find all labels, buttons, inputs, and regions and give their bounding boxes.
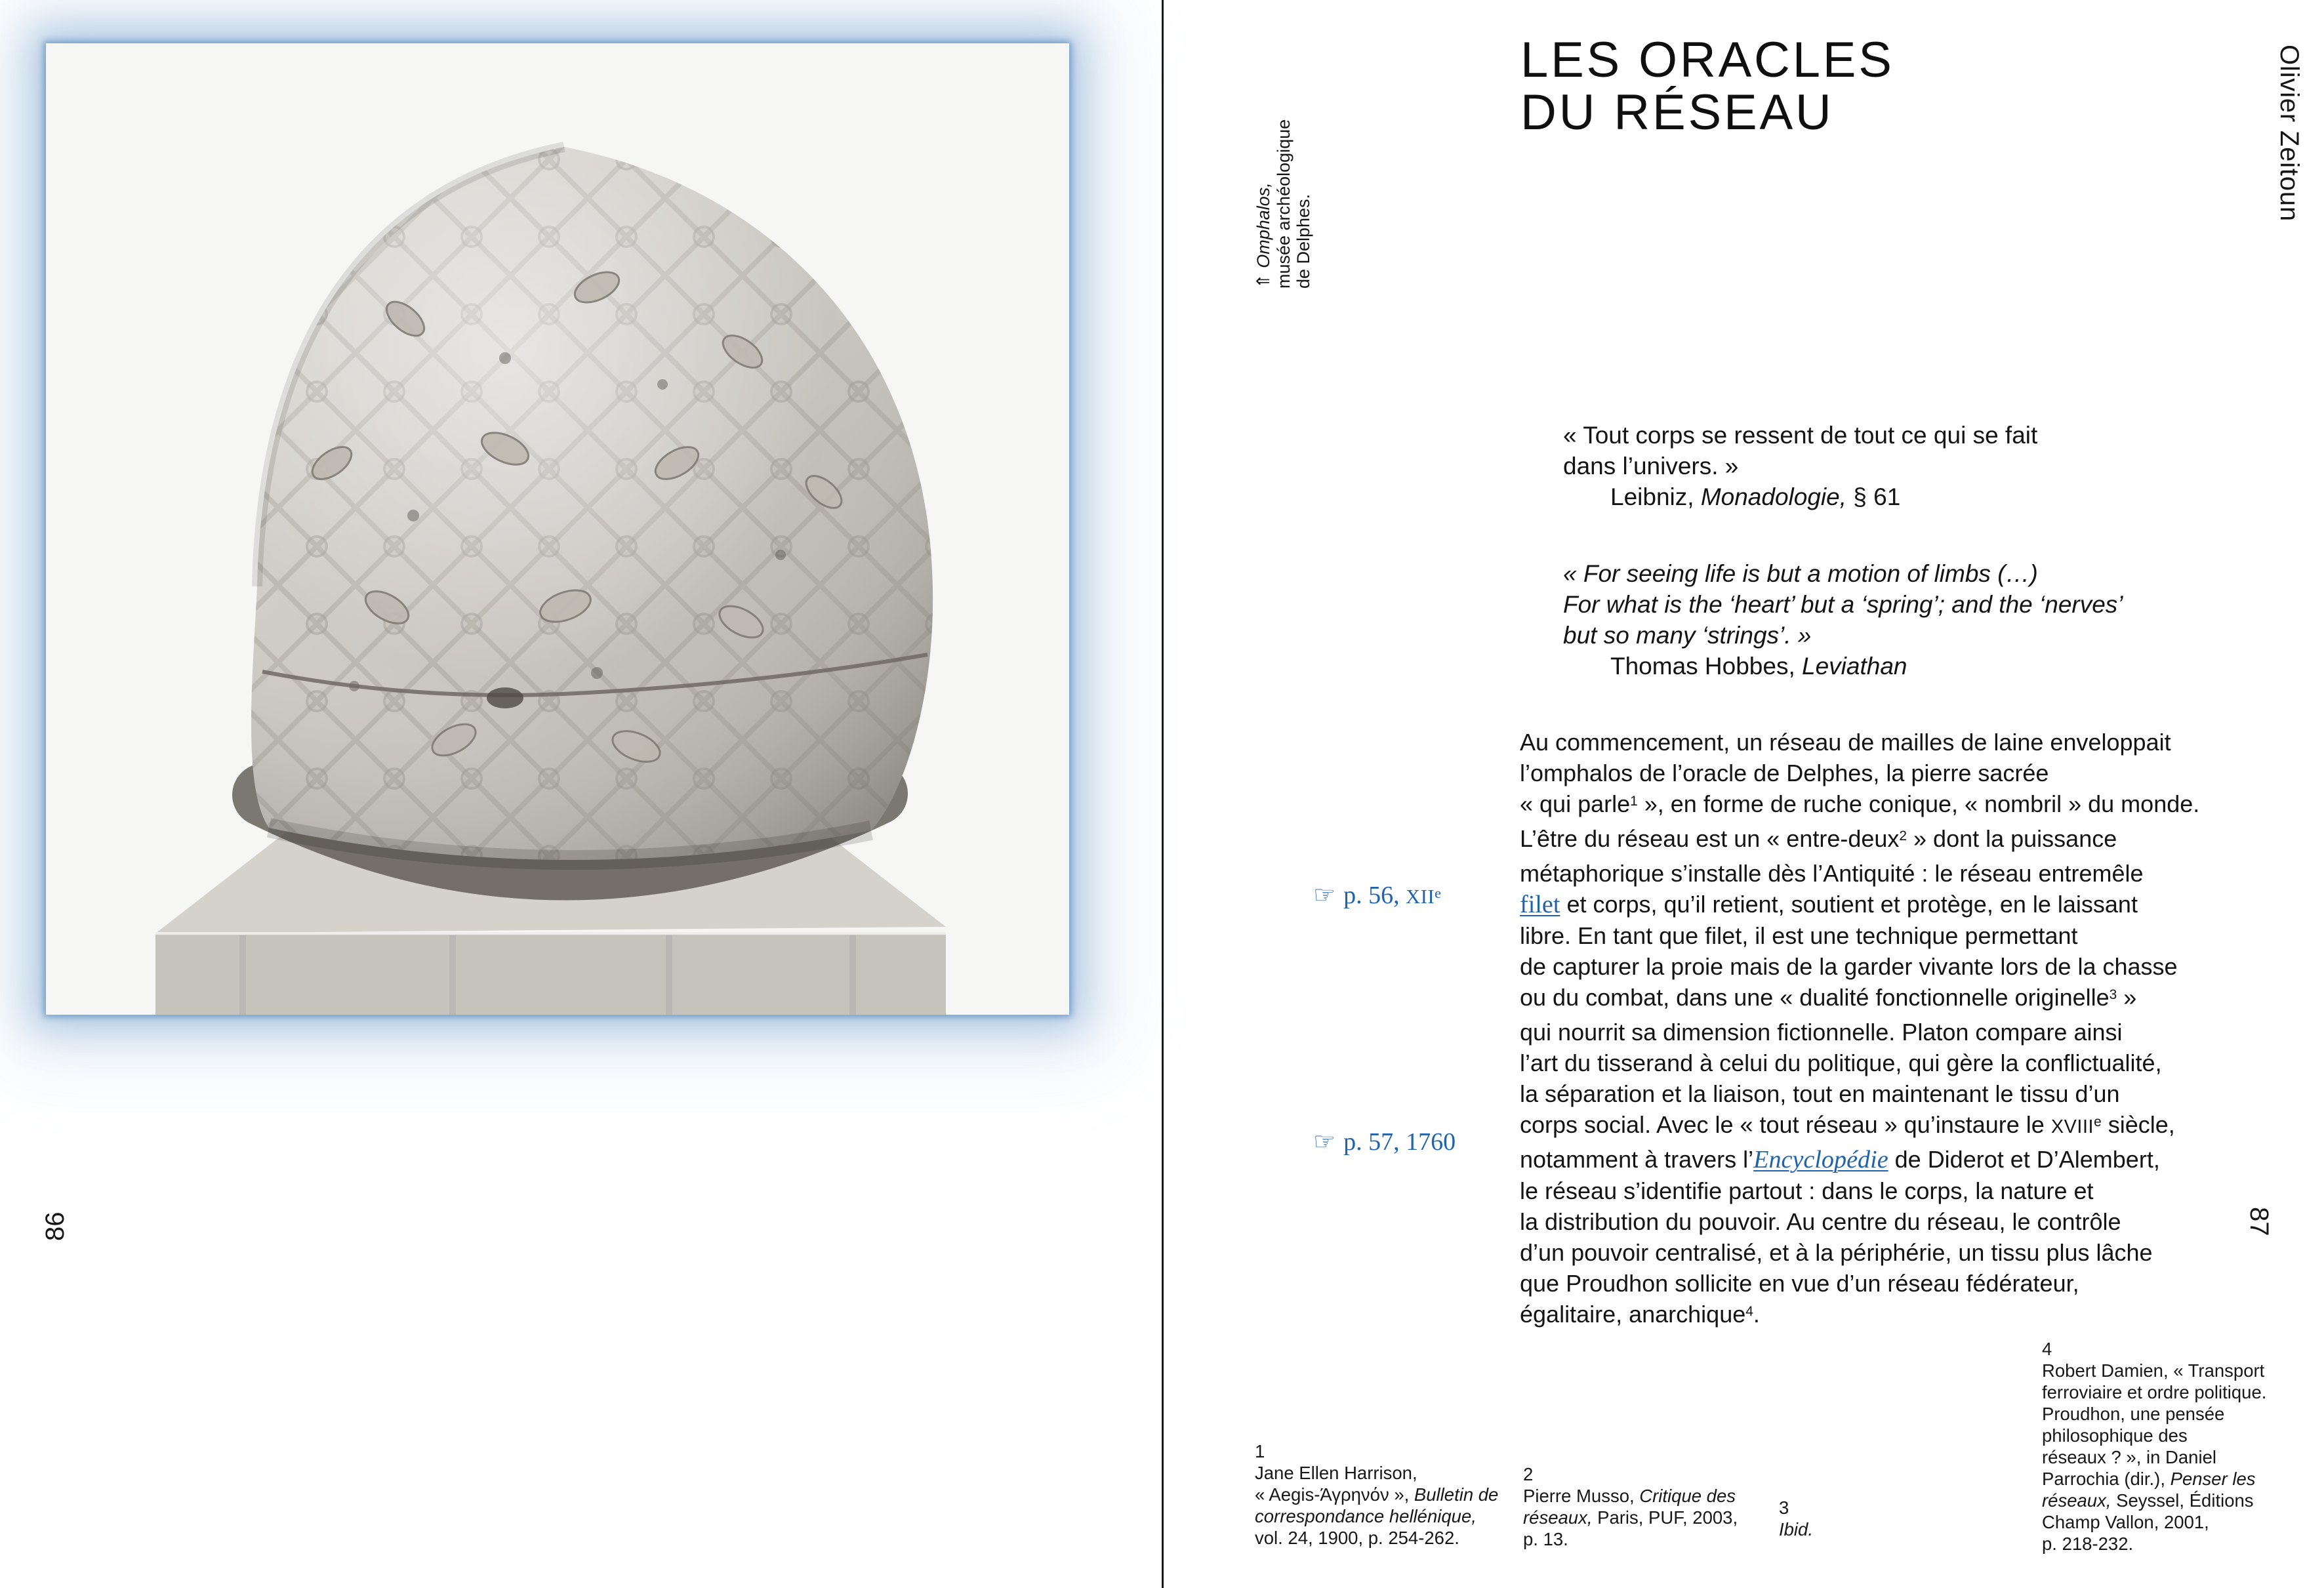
epigraph-quotes [1563, 420, 2123, 682]
footnote-3 [1779, 1497, 1813, 1540]
pointing-hand-icon: ☞ [1313, 880, 1344, 909]
inline-link-encyclopédie[interactable]: Encyclopédie [1753, 1146, 1888, 1173]
text-line: 1 [1255, 1441, 1265, 1461]
text-line: correspondance hellénique, [1255, 1506, 1477, 1526]
text-line: p. 218-232. [2042, 1534, 2134, 1554]
text-line: 3 [1779, 1497, 1789, 1518]
footnote-4 [2042, 1338, 2266, 1555]
page-divider-line [1162, 0, 1164, 1588]
page-number-right: 87 [2245, 1207, 2273, 1236]
text-line: de capturer la proie mais de la garder vivante lors de la chasse [1520, 953, 2178, 980]
text-line: ⇑ Omphalos, [1254, 182, 1274, 289]
article-title [1520, 34, 1894, 139]
text-line: 2 [1523, 1464, 1534, 1484]
text-line: qui nourrit sa dimension fictionnelle. Platon compare ainsi [1520, 1019, 2123, 1046]
text-line: libre. En tant que filet, il est une technique permettant [1520, 922, 2078, 949]
text-line: Robert Damien, « Transport [2042, 1360, 2265, 1381]
text-line: vol. 24, 1900, p. 254-262. [1255, 1528, 1459, 1548]
quote-hobbes [1563, 558, 2123, 682]
text-line: ferroviaire et ordre politique. [2042, 1382, 2267, 1402]
pointing-hand-icon: ⇑ [1254, 268, 1274, 289]
text-line: notamment à travers l’Encyclopédie de Diderot et D’Alembert, [1520, 1146, 2160, 1173]
text-line: réseaux, Paris, PUF, 2003, [1523, 1507, 1738, 1528]
text-line: corps social. Avec le « tout réseau » qu’instaure le XVIIIe siècle, [1520, 1111, 2175, 1138]
text-line: Thomas Hobbes, Leviathan [1610, 653, 1907, 680]
footnote-1 [1255, 1440, 1498, 1549]
text-line: Ibid. [1779, 1519, 1813, 1539]
article-body [1520, 727, 2294, 1334]
text-line: « Aegis-Άγρηνόν », Bulletin de [1255, 1484, 1499, 1505]
text-line: l’art du tisserand à celui du politique, qui gère la conflictualité, [1520, 1049, 2162, 1076]
page-number-left: 86 [41, 1211, 70, 1241]
text-line: la séparation et la liaison, tout en maintenant le tissu d’un [1520, 1080, 2120, 1107]
photo-caption [1254, 119, 1450, 348]
footnote-2 [1523, 1463, 1738, 1550]
text-line: l’omphalos de l’oracle de Delphes, la pierre sacrée [1520, 760, 2049, 786]
text-line: réseaux, Seyssel, Éditions [2042, 1490, 2254, 1511]
text-line: DU RÉSEAU [1520, 85, 1834, 140]
text-line: musée archéologique [1274, 119, 1294, 289]
text-line: Proudhon, une pensée [2042, 1404, 2225, 1424]
text-line: p. 13. [1523, 1529, 1568, 1549]
text-line: 4 [2042, 1339, 2052, 1359]
text-line: réseaux ? », in Daniel [2042, 1447, 2216, 1467]
quote-leibniz [1563, 420, 2123, 512]
pointing-hand-icon: ☞ [1313, 1127, 1344, 1156]
text-line: d’un pouvoir centralisé, et à la périphérie, un tissu plus lâche [1520, 1239, 2153, 1266]
omphalos-photo [46, 43, 1069, 1015]
text-line: le réseau s’identifie partout : dans le corps, la nature et [1520, 1177, 2094, 1204]
text-line: « Tout corps se ressent de tout ce qui se fait [1563, 422, 2038, 449]
text-line: égalitaire, anarchique$^4$. [1520, 1301, 1760, 1328]
text-line: Champ Vallon, 2001, [2042, 1512, 2209, 1532]
text-line: For what is the ‘heart’ but a ‘spring’; and the ‘nerves’ [1563, 591, 2123, 618]
text-line: but so many ‘strings’. » [1563, 622, 1812, 649]
text-line: dans l’univers. » [1563, 453, 1739, 479]
text-line: la distribution du pouvoir. Au centre du réseau, le contrôle [1520, 1208, 2121, 1235]
text-line: Au commencement, un réseau de mailles de laine enveloppait [1520, 729, 2171, 756]
author-name: Olivier Zeitoun [2275, 45, 2304, 222]
text-line: L’être du réseau est un « entre-deux$^2$ » dont la puissance [1520, 825, 2117, 852]
text-line: philosophique des [2042, 1425, 2188, 1446]
text-line: métaphorique s’installe dès l’Antiquité : le réseau entremêle [1520, 860, 2144, 887]
omphalos-photo-illustration [46, 43, 1069, 1015]
text-line: ou du combat, dans une « dualité fonctionnelle originelle$^3$ » [1520, 984, 2137, 1011]
text-line: LES ORACLES [1520, 32, 1894, 88]
text-line: Leibniz, Monadologie, § 61 [1610, 483, 1901, 510]
margin-reference-p56[interactable]: ☞ p. 56, XIIe [1313, 880, 1441, 909]
text-line: « For seeing life is but a motion of limbs (…) [1563, 560, 2038, 587]
text-line: Pierre Musso, Critique des [1523, 1486, 1736, 1506]
inline-link-filet[interactable]: filet [1520, 891, 1560, 918]
text-line: de Delphes. [1294, 193, 1313, 289]
text-line: que Proudhon sollicite en vue d’un réseau fédérateur, [1520, 1270, 2079, 1297]
margin-reference-p57[interactable]: ☞ p. 57, 1760 [1313, 1127, 1456, 1156]
text-line: « qui parle$^1$ », en forme de ruche conique, « nombril » du monde. [1520, 790, 2200, 817]
text-line: Parrochia (dir.), Penser les [2042, 1469, 2256, 1489]
text-line: Jane Ellen Harrison, [1255, 1463, 1417, 1483]
text-line: filet et corps, qu’il retient, soutient et protège, en le laissant [1520, 891, 2138, 918]
